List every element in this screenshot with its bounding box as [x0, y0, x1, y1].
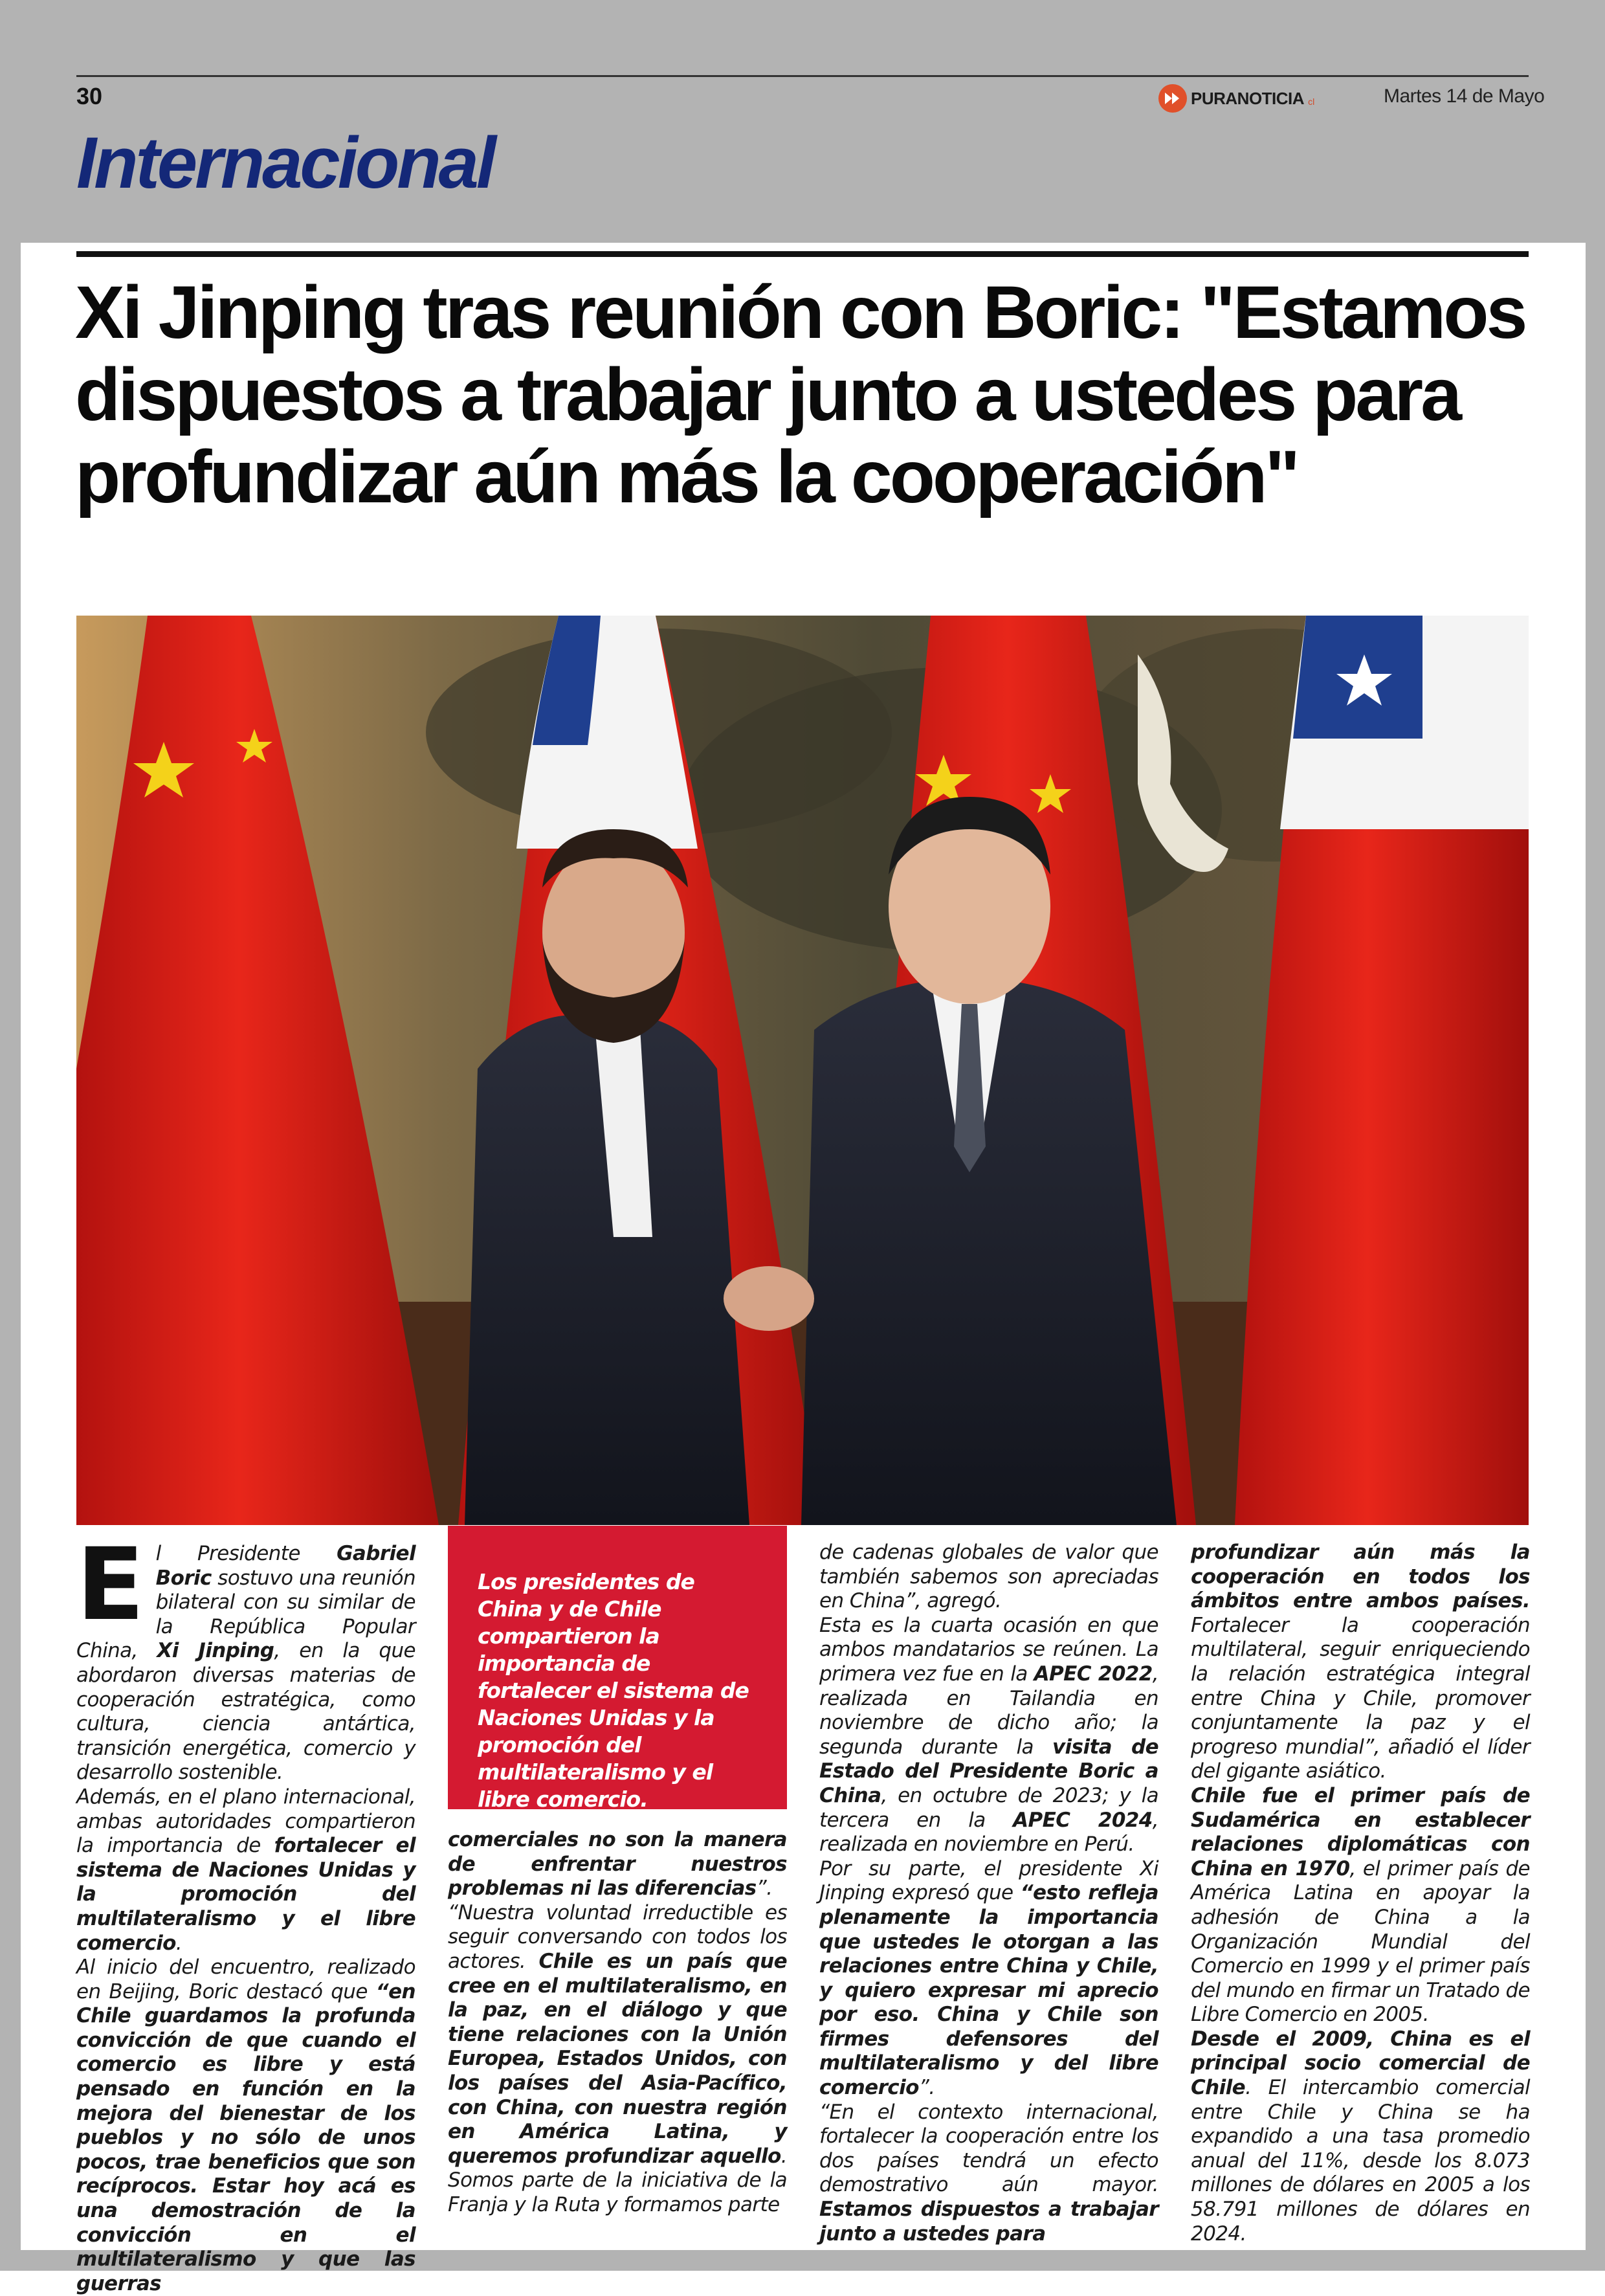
header-rule	[76, 75, 1529, 77]
paragraph	[1191, 2027, 1530, 2246]
paragraph	[819, 2101, 1158, 2247]
page-frame-right	[1586, 0, 1605, 2271]
bold-text: Xi Jinping	[157, 1639, 274, 1663]
article-column-2	[448, 1828, 787, 2218]
paragraph	[819, 1857, 1158, 2101]
bold-text: APEC 2024	[1013, 1808, 1153, 1832]
body-text: ”.	[756, 1877, 773, 1900]
body-text: . El intercambio comercial entre Chile y China se ha expandido a una tasa promedio anual del 11%, desde los 8.073 millones de dólares en 2005 a los 58.791 millones de dólares en 2024.	[1191, 2076, 1530, 2246]
body-text: Además, en el plano internacional, ambas autoridades compartieron la importancia de	[76, 1785, 415, 1858]
bold-text: “esto refleja plenamente la importancia que ustedes le otorgan a las relaciones entre China y Chile, y quiero expresar mi aprecio por eso. China y Chile son firmes defensores del multilateralismo y del libre comercio	[819, 1881, 1158, 2100]
issue-date: Martes 14 de Mayo	[1384, 85, 1545, 107]
bold-text: visita de Estado del Presidente Boric a China	[819, 1735, 1158, 1807]
body-text: de cadenas globales de valor que también sabemos son apreciadas en China”, agregó.	[819, 1541, 1158, 1613]
paragraph	[819, 1541, 1158, 1614]
body-text: , realizada en noviembre en Perú.	[819, 1808, 1159, 1856]
page-number: 30	[76, 83, 103, 109]
body-text: . Somos parte de la iniciativa de la Franja y la Ruta y formamos parte	[448, 2144, 787, 2216]
article-column-3	[819, 1541, 1158, 2246]
page-frame-left	[0, 0, 21, 2271]
bold-text: Desde el 2009, China es el principal socio comercial de Chile	[1191, 2027, 1530, 2100]
brand-logo[interactable]	[1158, 83, 1314, 114]
pull-quote-text: Los presidentes de China y de Chile compartieron la importancia de fortalecer el sistema de Naciones Unidas y la promoción del multilateralismo y el libre comercio.	[478, 1569, 749, 1812]
bold-text: comerciales no son la manera de enfrentar nuestros problemas ni las diferencias	[448, 1828, 787, 1900]
pull-quote-box	[448, 1526, 787, 1812]
body-text: Por su parte, el presidente Xi Jinping expresó que	[819, 1856, 1158, 1905]
paragraph	[448, 1901, 787, 2218]
body-text: Esta es la cuarta ocasión en que ambos mandatarios se reúnen. La primera vez fue en la	[819, 1613, 1158, 1686]
body-text: “En el contexto internacional, fortalecer la cooperación entre los dos países tendrá un efecto demostrativo aún mayor.	[819, 2100, 1158, 2197]
paragraph	[76, 1956, 415, 2296]
body-text: Fortalecer la cooperación multilateral, seguir enriqueciendo la relación estratégica integral entre China y Chile, promover conjuntamente la paz y el progreso mundial”, añadió el líder del gigante asiático.	[1191, 1613, 1530, 1783]
article-column-1	[76, 1527, 415, 2296]
column-2-text	[448, 1828, 787, 2218]
body-text: l Presidente	[155, 1542, 337, 1565]
bold-text: Estamos dispuestos a trabajar junto a ustedes para	[819, 2198, 1158, 2246]
body-text: .	[175, 1931, 183, 1955]
body-text: , el primer país de América Latina en apoyar la adhesión de China a la Organización Mundial del Comercio en 1999 y el primer país del mundo en firmar un Tratado de Libre Comercio en 2005.	[1191, 1856, 1531, 2027]
bold-text: fortalecer el sistema de Naciones Unidas y la promoción del multilateralismo y el libre comercio	[76, 1834, 415, 1955]
article-photo	[76, 616, 1529, 1525]
article-column-4	[1191, 1541, 1530, 2246]
bold-text: Chile es un país que cree en el multilateralismo, en la paz, en el diálogo y que tiene relaciones con la Unión Europea, Estados Unidos, con los países del Asia-Pacífico, con China, con nuestra región en América Latina, y queremos profundizar aquello	[448, 1949, 787, 2168]
bold-text: “en Chile guardamos la profunda convicción de que cuando el comercio es libre y está pensado en función en la mejora del bienestar de los pueblos y no sólo de unos pocos, trae beneficios que son recíprocos. Estar hoy acá es una demostración de la convicción en el multilateralismo y que las guerras	[76, 1979, 415, 2295]
brand-suffix: cl	[1308, 96, 1315, 107]
paragraph	[1191, 1784, 1530, 2027]
body-text: Al inicio del encuentro, realizado en Beijing, Boric destacó que	[76, 1956, 415, 2003]
body-text: , en la que abordaron diversas materias de cooperación estratégica, como cultura, ciencia antártica, transición energética, comercio y desarrollo sostenible.	[76, 1639, 415, 1785]
paragraph	[819, 1614, 1158, 1857]
bold-text: Gabriel Boric	[155, 1542, 415, 1590]
body-text: “Nuestra voluntad irreductible es seguir conversando con todos los actores.	[448, 1900, 787, 1973]
bold-text: APEC 2022	[1034, 1662, 1153, 1686]
double-chevron-right-icon	[1158, 84, 1187, 113]
title-rule	[76, 251, 1529, 257]
paragraph	[1191, 1541, 1530, 1784]
body-text: , realizada en Tailandia en noviembre de dicho año; la segunda durante la	[819, 1662, 1158, 1759]
column-4-text	[1191, 1541, 1530, 2246]
section-title: Internacional	[76, 122, 494, 203]
paragraph	[448, 1828, 787, 1901]
bold-text: Chile fue el primer país de Sudamérica en establecer relaciones diplomáticas con China en 1970	[1191, 1783, 1530, 1880]
paragraph	[76, 1785, 415, 1956]
page-frame-top	[0, 0, 1605, 243]
article-headline: Xi Jinping tras reunión con Boric: "Estamos dispuestos a trabajar junto a ustedes para profundizar aún más la cooperación"	[75, 271, 1525, 518]
body-text: sostuvo una reunión bilateral con su similar de la República Popular China,	[76, 1566, 415, 1663]
brand-name: PURANOTICIA	[1191, 88, 1305, 108]
column-1-text	[76, 1527, 415, 2296]
body-text: , en octubre de 2023; y la tercera en la	[819, 1783, 1158, 1832]
drop-cap: E	[76, 1527, 144, 1643]
bold-text: profundizar aún más la cooperación en todos los ámbitos entre ambos países.	[1191, 1541, 1530, 1613]
column-3-text	[819, 1541, 1158, 2246]
body-text: ”.	[918, 2076, 935, 2100]
